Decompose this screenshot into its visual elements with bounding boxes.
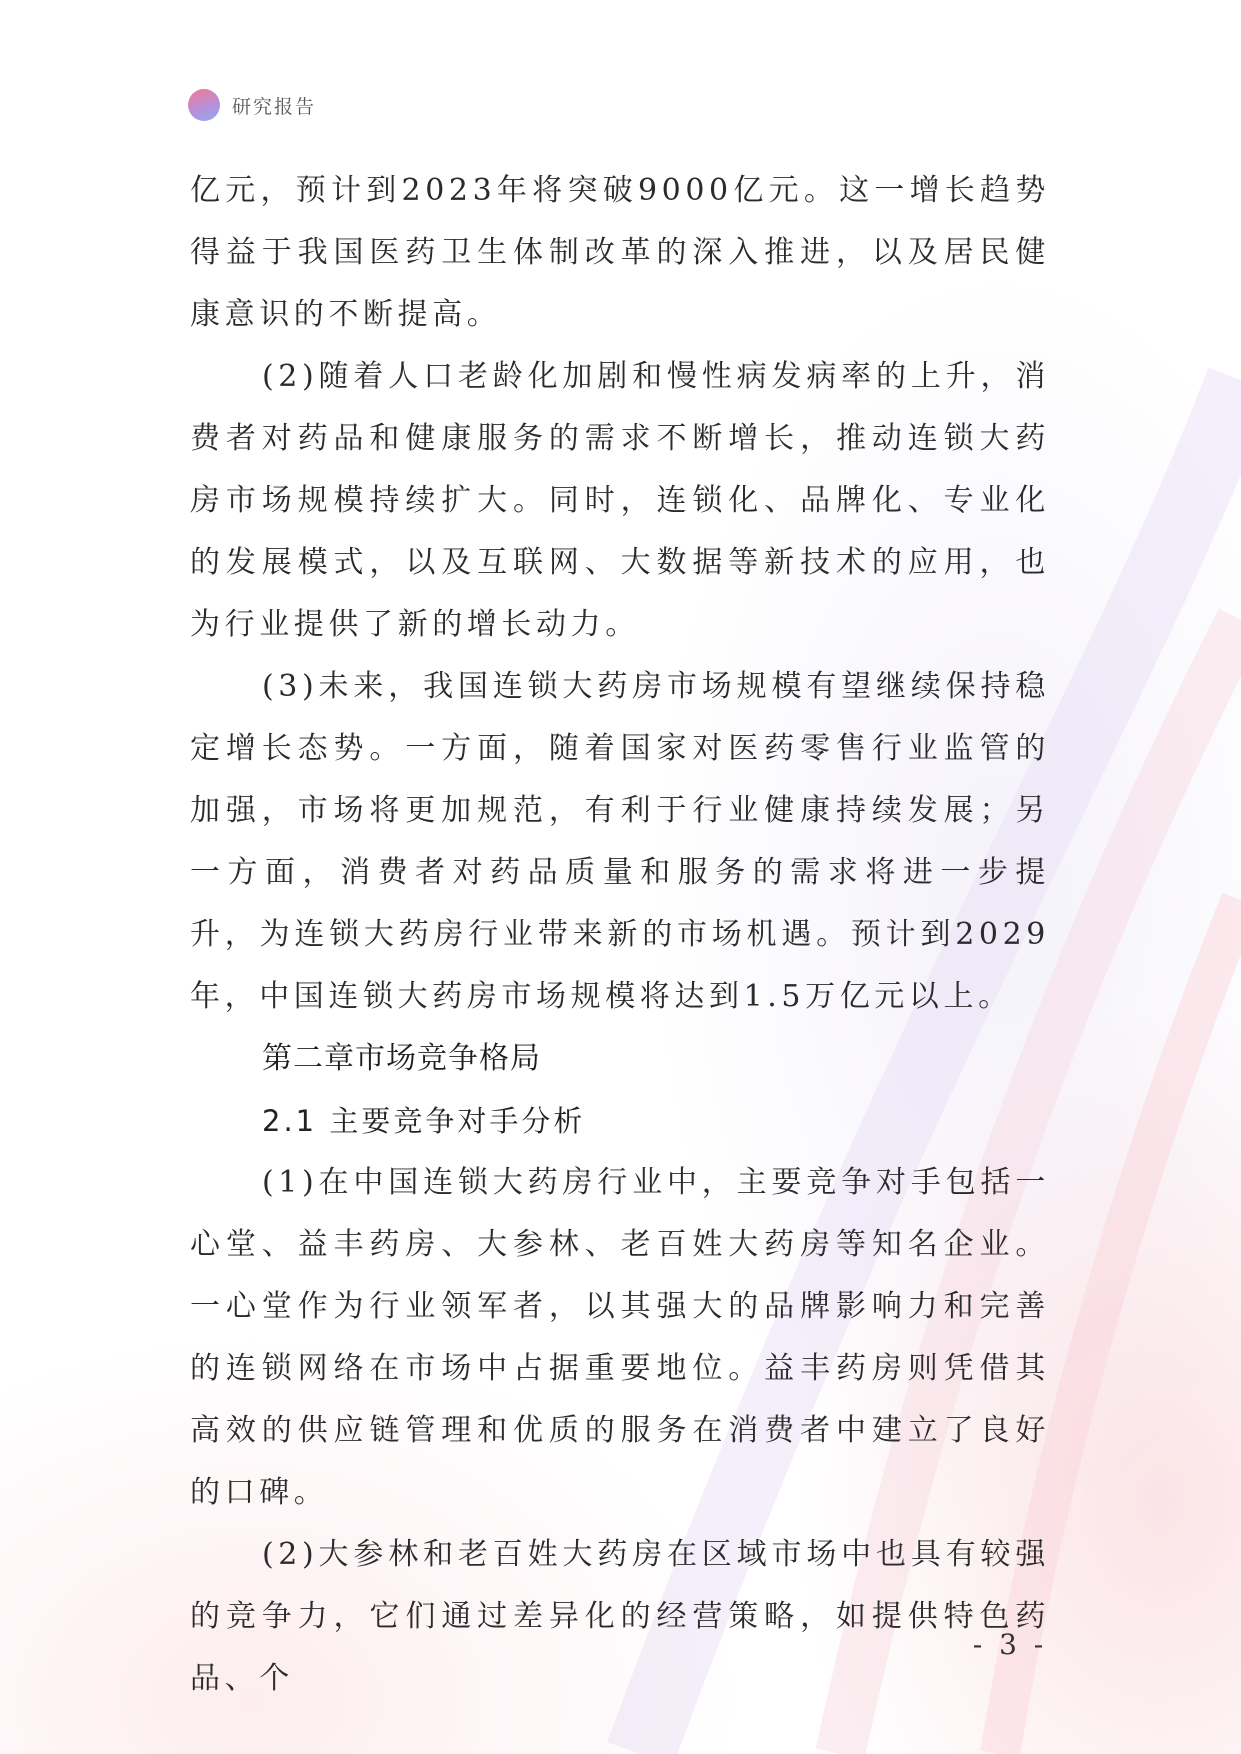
paragraph-competitors-1: (1)在中国连锁大药房行业中，主要竞争对手包括一心堂、益丰药房、大参林、老百姓大药房等知名企业。一心堂作为行业领军者，以其强大的品牌影响力和完善的连锁网络在市场中占据重要地位。益丰药房则凭借其高效的供应链管理和优质的服务在消费者中建立了良好的口碑。: [190, 1165, 1050, 1510]
page-number: - 3 -: [972, 1628, 1048, 1661]
paragraph-point-2: (2)随着人口老龄化加剧和慢性病发病率的上升，消费者对药品和健康服务的需求不断增长，推动连锁大药房市场规模持续扩大。同时，连锁化、品牌化、专业化的发展模式，以及互联网、大数据等新技术的应用，也为行业提供了新的增长动力。: [190, 359, 1050, 642]
header-title: 研究报告: [232, 95, 317, 118]
paragraph-continuation: 亿元，预计到2023年将突破9000亿元。这一增长趋势得益于我国医药卫生体制改革的深入推进，以及居民健康意识的不断提高。: [190, 173, 1050, 332]
paragraph-competitors-2: (2)大参林和老百姓大药房在区域市场中也具有较强的竞争力，它们通过差异化的经营策略，如提供特色药品、个: [190, 1537, 1050, 1696]
logo-circle-icon: [188, 89, 220, 121]
section-heading: 2.1 主要竞争对手分析: [262, 1104, 586, 1138]
paragraph-point-3: (3)未来，我国连锁大药房市场规模有望继续保持稳定增长态势。一方面，随着国家对医药零售行业监管的加强，市场将更加规范，有利于行业健康持续发展；另一方面，消费者对药品质量和服务的需求将进一步提升，为连锁大药房行业带来新的市场机遇。预计到2029年，中国连锁大药房市场规模将达到1.5万亿元以上。: [190, 669, 1050, 1014]
chapter-heading: 第二章市场竞争格局: [262, 1041, 541, 1076]
document-body: [190, 160, 1050, 1710]
report-header: [188, 88, 316, 122]
